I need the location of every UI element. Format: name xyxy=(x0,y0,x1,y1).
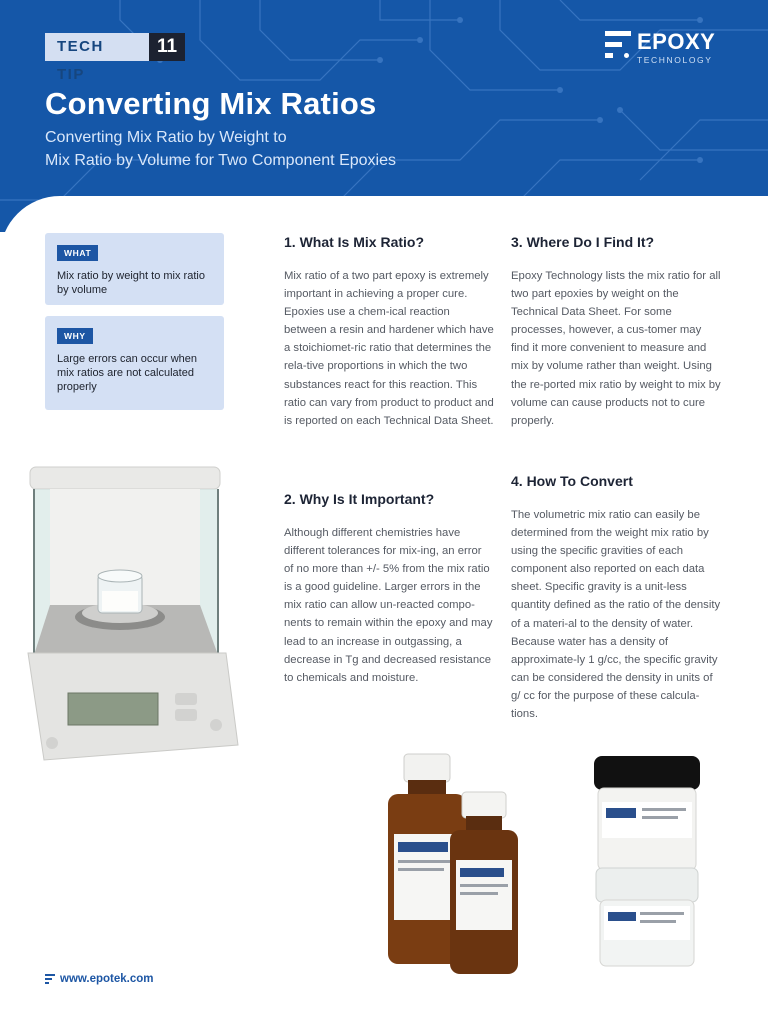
amber-bottles-photo xyxy=(380,750,530,980)
website-link[interactable]: www.epotek.com xyxy=(60,973,154,985)
footer xyxy=(45,973,154,985)
logo-brand-name: EPOXY xyxy=(637,29,716,54)
section-3-body: Epoxy Technology lists the mix ratio for all two part epoxies by weight on the Technical Data Sheet. For some processes, however, a cus-tomer may find it more convenient to measure and mix by volume rather than weight. Using the re-ported mix ratio by weight to mix by volume can cause products not to cure properly. xyxy=(511,270,721,427)
what-tag: WHAT xyxy=(57,245,98,261)
section-1-heading: 1. What Is Mix Ratio? xyxy=(284,234,425,250)
tech-tip-badge xyxy=(45,33,185,83)
section-3-heading: 3. Where Do I Find It? xyxy=(511,234,655,250)
what-text: Mix ratio by weight to mix ratio by volume xyxy=(57,270,205,296)
logo-brand-sub: TECHNOLOGY xyxy=(637,55,713,65)
header-curve xyxy=(0,196,768,232)
why-callout xyxy=(45,316,224,410)
section-2-heading: 2. Why Is It Important? xyxy=(284,491,435,507)
logo-mark-icon xyxy=(605,31,631,61)
why-text: Large errors can occur when mix ratios are not calculated properly xyxy=(57,353,198,393)
section-where-find xyxy=(511,234,721,430)
page-title: Converting Mix Ratios xyxy=(45,86,377,121)
header-banner xyxy=(0,0,768,232)
footer-logo-icon xyxy=(45,974,55,984)
what-callout xyxy=(45,233,224,305)
page-subtitle xyxy=(45,126,396,172)
tech-tip-label: TECH TIP xyxy=(45,33,149,61)
subtitle-line-1: Converting Mix Ratio by Weight to xyxy=(45,129,287,146)
epoxy-jars-photo xyxy=(582,750,712,975)
why-tag: WHY xyxy=(57,328,93,344)
section-2-body: Although different chemistries have different tolerances for mix-ing, an error of no more than +/- 5% from the mix ratio is a good guideline. Larger errors in the mix ratio can allow un-reacted compo-nents to remain within the epoxy and may lead to an increase in outgassing, a decrease in Tg and decreased resistance to chemicals and moisture. xyxy=(284,527,493,684)
epoxy-technology-logo[interactable] xyxy=(605,31,715,65)
section-why-important xyxy=(284,491,494,687)
analytical-balance-photo xyxy=(20,455,245,790)
subtitle-line-2: Mix Ratio by Volume for Two Component Epoxies xyxy=(45,152,396,169)
section-1-body: Mix ratio of a two part epoxy is extremely important in achieving a proper cure. Epoxies use a chem-ical reaction between a resin and hardener which have a stoichiomet-ric ratio that determines the rela-tive proportions in which the two substances react for this reaction. This ratio can vary from product to product and is reported on each Technical Data Sheet. xyxy=(284,270,494,427)
tech-tip-number: 11 xyxy=(149,33,185,61)
section-how-convert xyxy=(511,473,721,723)
section-4-body: The volumetric mix ratio can easily be determined from the weight mix ratio by using the specific gravities of each component also reported on each data sheet. Specific gravity is a unit-less quantity defined as the ratio of the density of a materi-al to the density of water. Because water has a density of approximate-ly 1 g/cc, the specific gravity can be considered the density in units of g/ cc for the purpose of these calcula-tions. xyxy=(511,509,721,721)
section-4-heading: 4. How To Convert xyxy=(511,473,633,489)
section-what-is-mix-ratio xyxy=(284,234,494,430)
